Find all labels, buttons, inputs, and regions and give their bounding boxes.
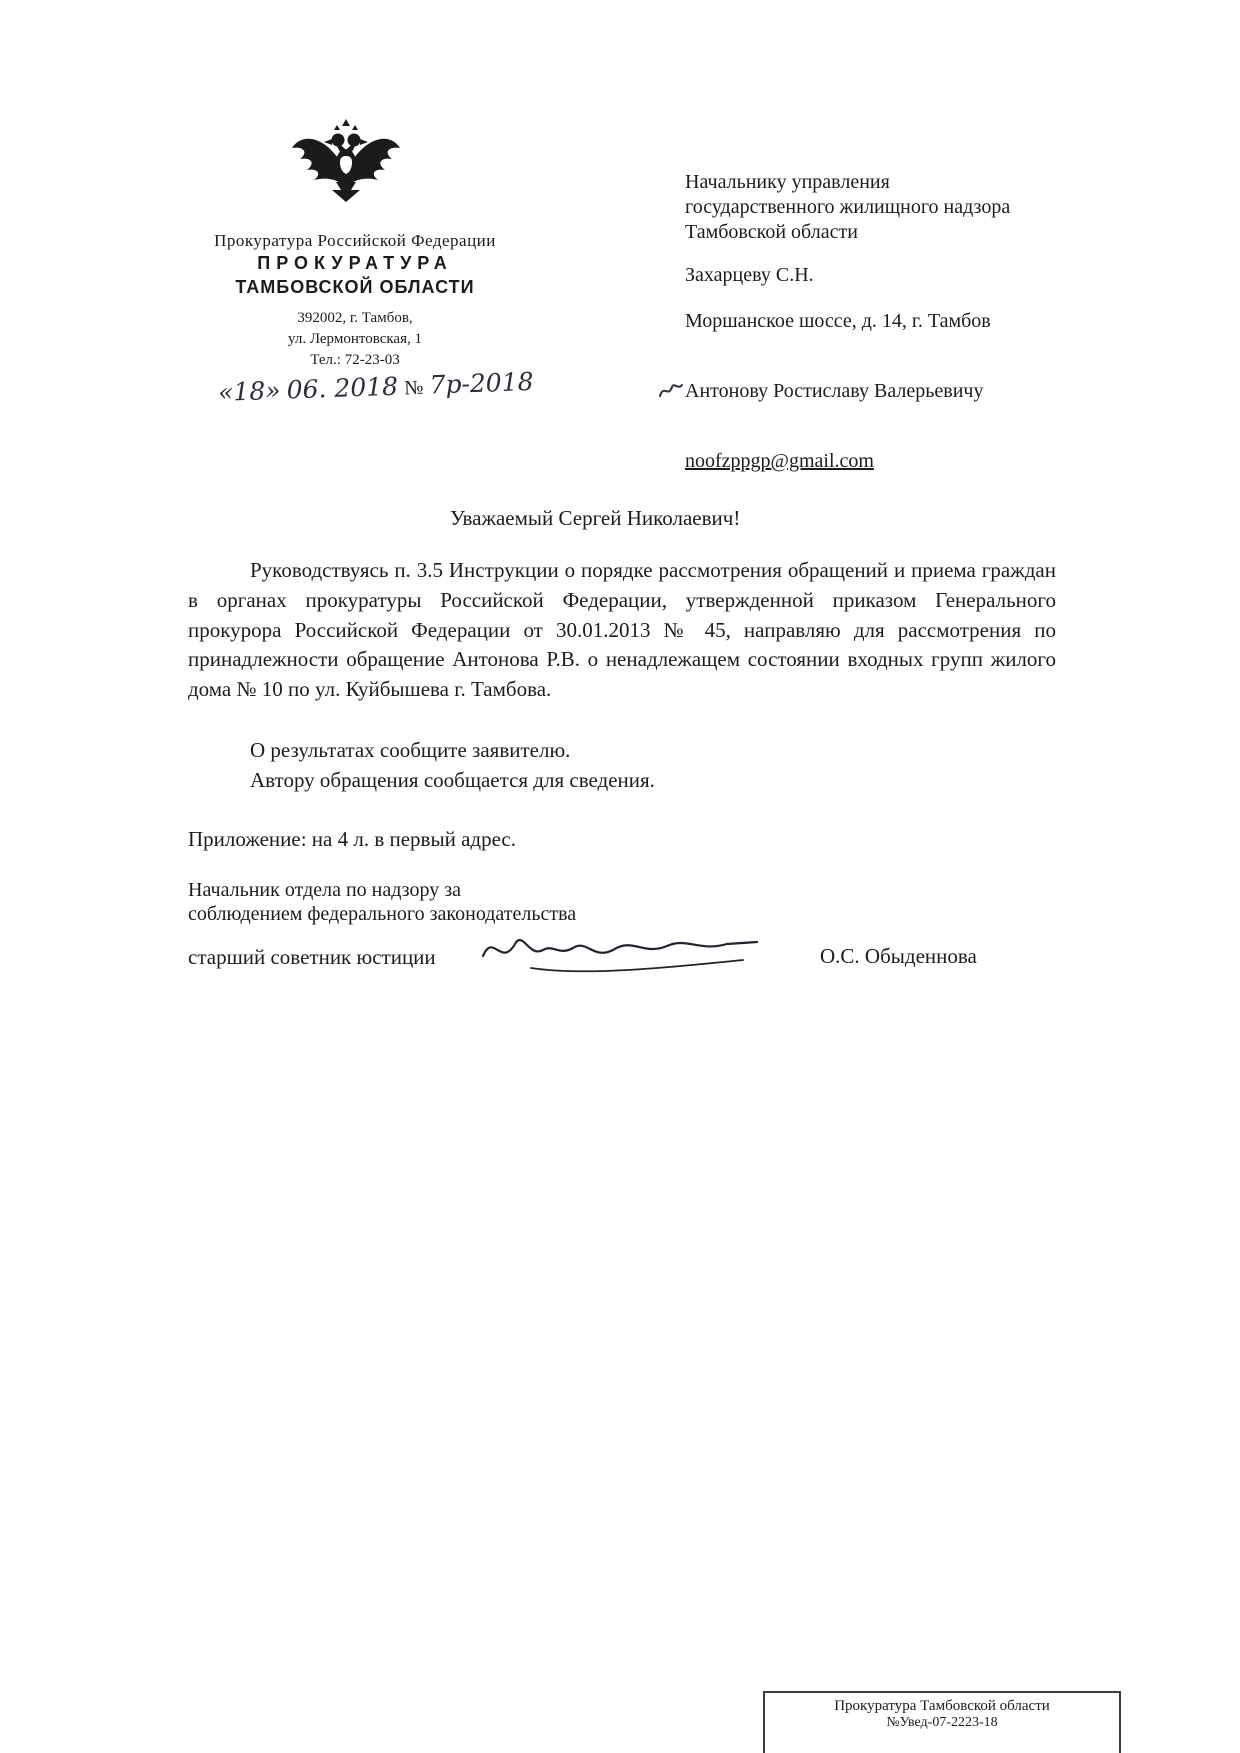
handwritten-date-day: «18» [217, 375, 281, 407]
russian-coat-of-arms-icon [286, 116, 406, 216]
body-paragraph-3: Автору обращения сообщается для сведения. [250, 768, 655, 792]
handwritten-check-mark [658, 380, 684, 407]
org-name-line1: ПРОКУРАТУРА [257, 253, 453, 273]
signer-title-line1: Начальник отдела по надзору за [188, 879, 461, 901]
recipient-address: Моршанское шоссе, д. 14, г. Тамбов [685, 310, 991, 332]
attachment-line: Приложение: на 4 л. в первый адрес. [188, 827, 516, 851]
signer-name: О.С. Обыденнова [820, 944, 977, 968]
recipient-email: noofzppgp@gmail.com [685, 450, 874, 472]
salutation: Уважаемый Сергей Николаевич! [450, 506, 741, 530]
org-phone: Тел.: 72-23-03 [310, 352, 400, 368]
recipient-title: Начальнику управления государственного жилищного надзора Тамбовской области [685, 171, 1011, 243]
date-number-row [218, 366, 559, 408]
recipient-second-name: Антонову Ростиславу Валерьевичу [685, 380, 984, 402]
body-paragraph-2: О результатах сообщите заявителю. [250, 738, 571, 762]
registration-stamp [763, 1691, 1121, 1753]
org-name-line2: ТАМБОВСКОЙ ОБЛАСТИ [235, 277, 475, 297]
org-postal-address: 392002, г. Тамбов, [297, 310, 413, 326]
stamp-number-line: №Увед-07-2223-18 [886, 1715, 998, 1730]
stamp-org-line: Прокуратура Тамбовской области [834, 1698, 1050, 1714]
signer-rank: старший советник юстиции [188, 945, 436, 969]
org-street-address: ул. Лермонтовская, 1 [288, 331, 422, 347]
body-paragraph-1: Руководствуясь п. 3.5 Инструкции о порядке рассмотрения обращений и приема граждан в органах прокуратуры Российской Федерации, утвержденной приказом Генерального прокурора Российской Федерации от 30.01.2013 № 45, направляю для рассмотрения по принадлежности обращение Антонова Р.В. о ненадлежащем состоянии входных групп жилого дома № 10 по ул. Куйбышева г. Тамбова. [188, 558, 1056, 702]
handwritten-signature [475, 924, 775, 985]
number-sign: № [403, 376, 424, 400]
org-country-line: Прокуратура Российской Федерации [214, 231, 496, 250]
signer-title-line2: соблюдением федерального законодательства [188, 903, 577, 925]
handwritten-doc-number: 7р-2018 [429, 366, 534, 400]
handwritten-date-rest: 06. 2018 [286, 371, 399, 405]
recipient-name: Захарцеву С.Н. [685, 264, 814, 286]
